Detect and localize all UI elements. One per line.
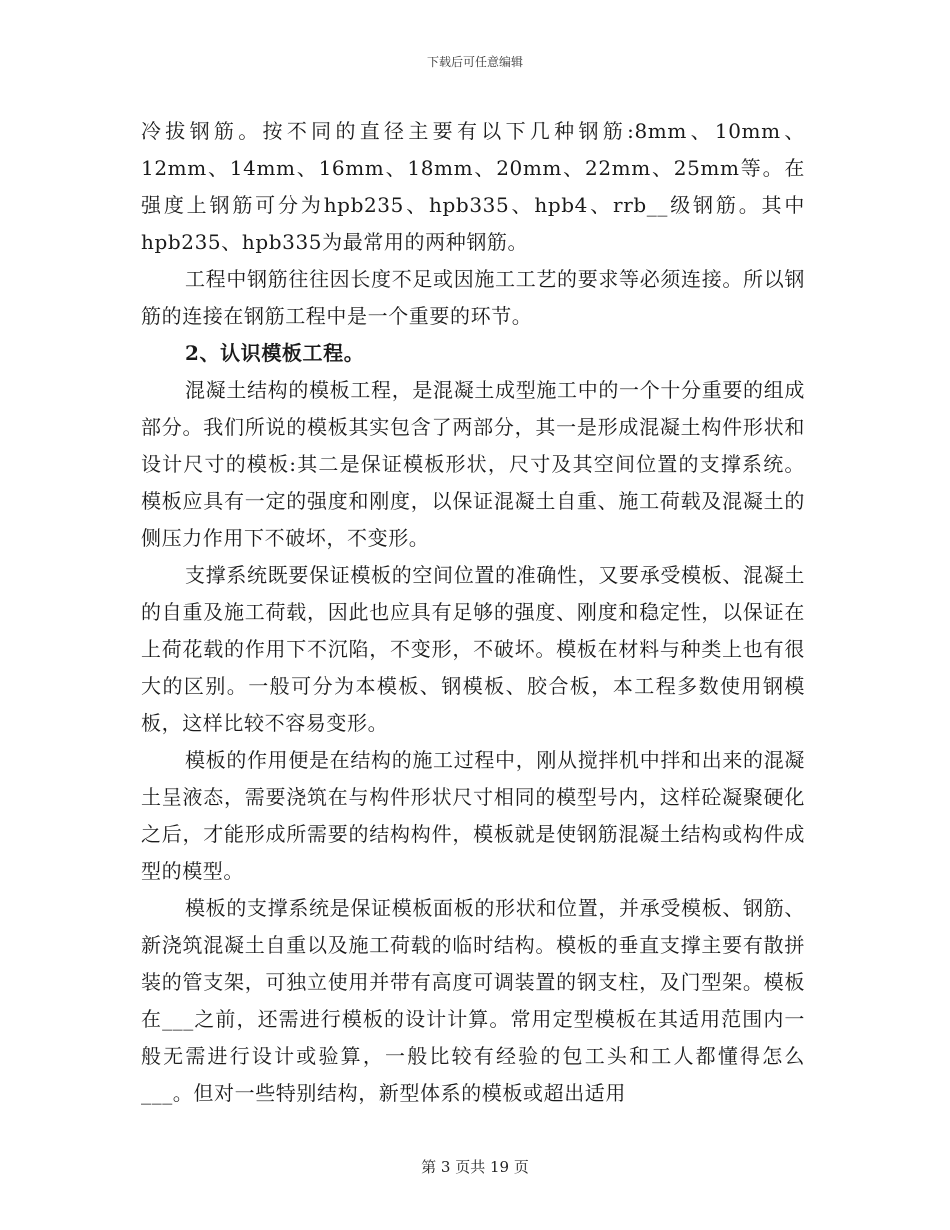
paragraph: 支撑系统既要保证模板的空间位置的准确性，又要承受模板、混凝土的自重及施工荷载，因此也应具有足够的强度、刚度和稳定性，以保证在上荷花载的作用下不沉陷，不变形，不破坏。模板在材料与种类上也有很大的区别。一般可分为本模板、钢模板、胶合板，本工程多数使用钢模板，这样比较不容易变形。 — [141, 563, 805, 735]
paragraph: 冷拔钢筋。按不同的直径主要有以下几种钢筋:8mm、10mm、12mm、14mm、16mm、18mm、20mm、22mm、25mm等。在强度上钢筋可分为hpb235、hpb335、hpb4、rrb__级钢筋。其中hpb235、hpb335为最常用的两种钢筋。 — [141, 119, 805, 254]
page-footer: 第 3 页共 19 页 — [421, 1158, 529, 1176]
body-text — [141, 113, 805, 1112]
paragraph: 混凝土结构的模板工程，是混凝土成型施工中的一个十分重要的组成部分。我们所说的模板其实包含了两部分，其一是形成混凝土构件形状和设计尺寸的模板:其二是保证模板形状，尺寸及其空间位置的支撑系统。模板应具有一定的强度和刚度，以保证混凝土自重、施工荷载及混凝土的侧压力作用下不破坏，不变形。 — [141, 378, 805, 550]
paragraph: 模板的作用便是在结构的施工过程中，刚从搅拌机中拌和出来的混凝土呈液态，需要浇筑在与构件形状尺寸相同的模型号内，这样砼凝聚硬化之后，才能形成所需要的结构构件，模板就是使钢筋混凝土结构或构件成型的模型。 — [141, 748, 805, 883]
paragraph: 工程中钢筋往往因长度不足或因施工工艺的要求等必须连接。所以钢筋的连接在钢筋工程中是一个重要的环节。 — [141, 267, 805, 328]
paragraph: 模板的支撑系统是保证模板面板的形状和位置，并承受模板、钢筋、新浇筑混凝土自重以及施工荷载的临时结构。模板的垂直支撑主要有散拼装的管支架，可独立使用并带有高度可调装置的钢支柱，及门型架。模板在___之前，还需进行模板的设计计算。常用定型模板在其适用范围内一般无需进行设计或验算，一般比较有经验的包工头和工人都懂得怎么___。但对一些特别结构，新型体系的模板或超出适用 — [141, 896, 805, 1105]
section-heading: 2、认识模板工程。 — [185, 341, 365, 365]
page-header: 下载后可任意编辑 — [426, 55, 523, 69]
